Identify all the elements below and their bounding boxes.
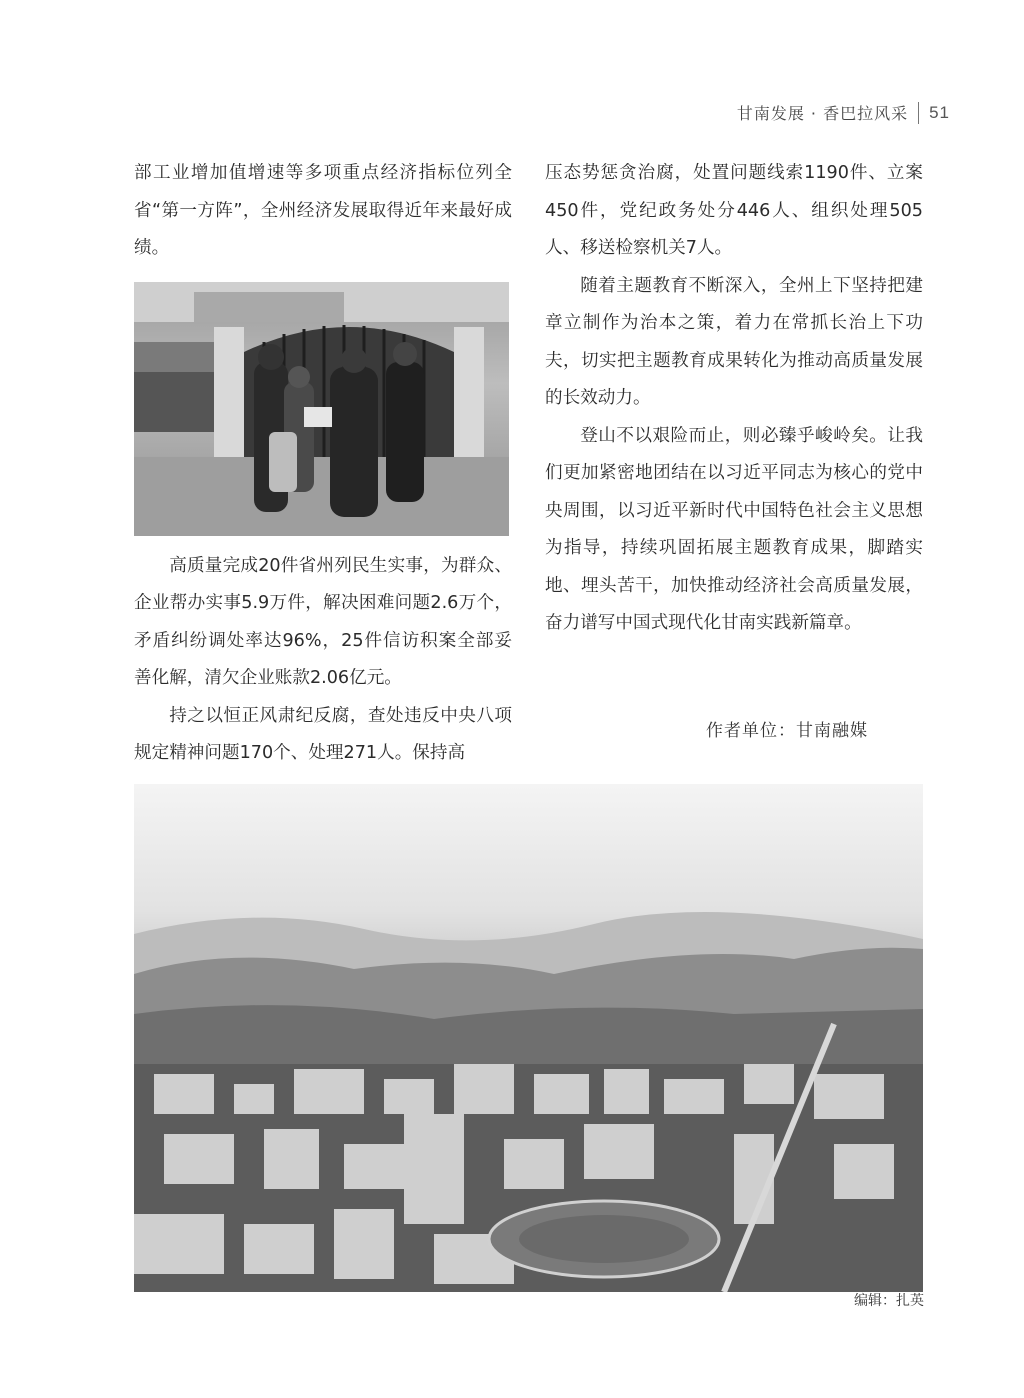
page-number: 51 [929, 102, 950, 122]
left-column [134, 155, 512, 773]
paragraph: 登山不以艰险而止，则必臻乎峻岭矣。让我们更加紧密地团结在以习近平同志为核心的党中央周围，以习近平新时代中国特色社会主义思想为指导，持续巩固拓展主题教育成果，脚踏实地、埋头苦干，加快推动经济社会高质量发展，奋力谱写中国式现代化甘南实践新篇章。 [545, 425, 923, 633]
paragraph: 高质量完成20件省州列民生实事，为群众、企业帮办实事5.9万件，解决困难问题2.6万个，矛盾纠纷调处率达96%，25件信访积案全部妥善化解，清欠企业账款2.06亿元。 [134, 555, 512, 688]
section-title: 甘南发展 · 香巴拉风采 [736, 104, 909, 123]
author-affiliation: 作者单位：甘南融媒 [706, 721, 868, 741]
photo-visit [134, 282, 509, 536]
paragraph: 压态势惩贪治腐，处置问题线索1190件、立案450件，党纪政务处分446人、组织处理505人、移送检察机关7人。 [545, 163, 923, 258]
editor-credit: 编辑：扎英 [854, 1293, 924, 1309]
photo-city-aerial [134, 784, 923, 1292]
paragraph: 部工业增加值增速等多项重点经济指标位列全省“第一方阵”，全州经济发展取得近年来最好成绩。 [134, 163, 512, 258]
paragraph: 随着主题教育不断深入，全州上下坚持把建章立制作为治本之策，着力在常抓长治上下功夫，切实把主题教育成果转化为推动高质量发展的长效动力。 [545, 275, 923, 408]
paragraph: 持之以恒正风肃纪反腐，查处违反中央八项规定精神问题170个、处理271人。保持高 [134, 705, 512, 763]
header-divider [918, 102, 919, 124]
running-head [737, 101, 950, 124]
right-column [545, 155, 923, 643]
